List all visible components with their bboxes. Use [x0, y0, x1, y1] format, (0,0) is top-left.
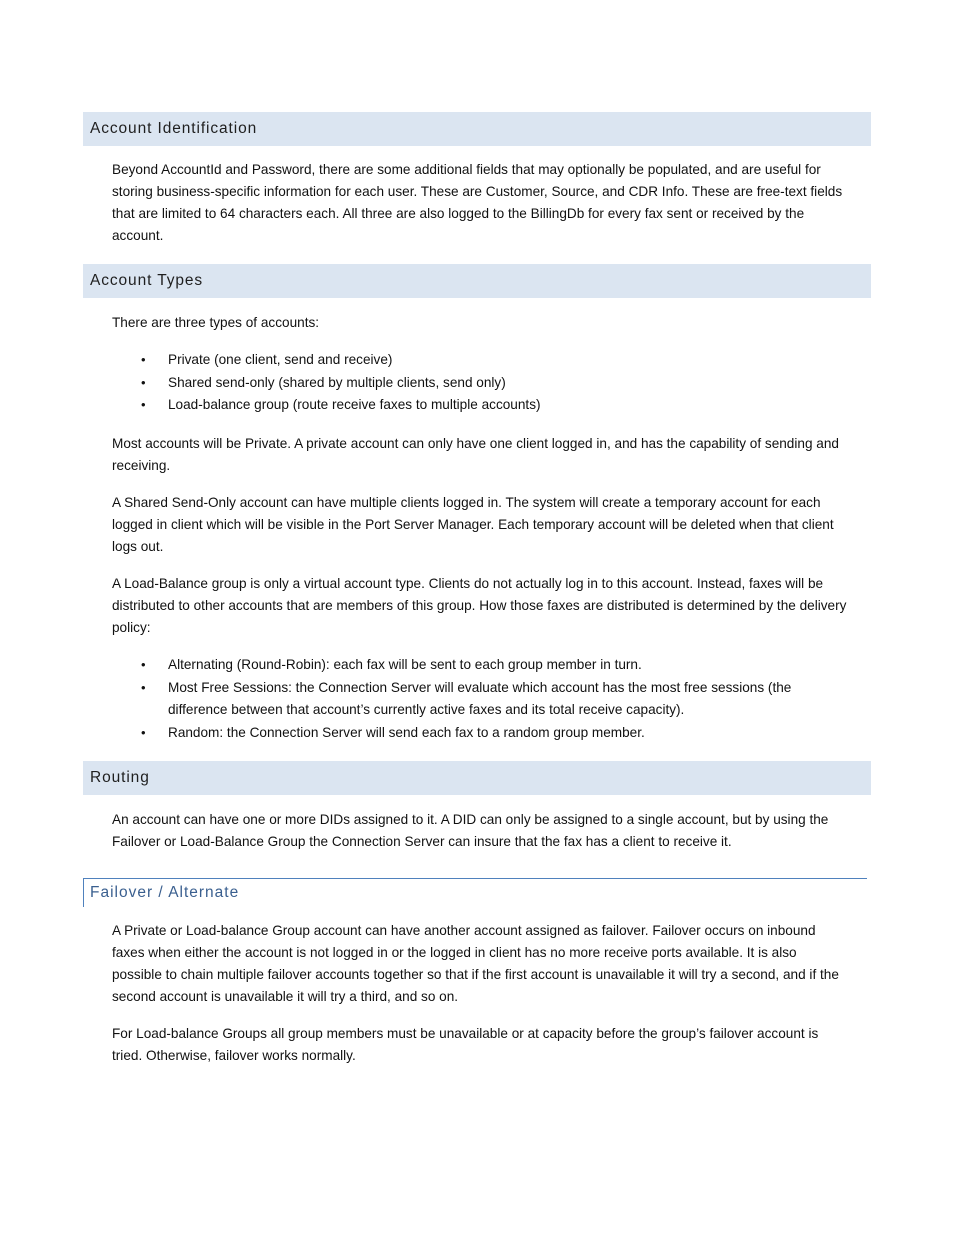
list-item: • Private (one client, send and receive) — [112, 349, 847, 372]
account-types-intro: There are three types of accounts: — [112, 315, 320, 330]
account-types-list — [112, 349, 847, 417]
bullet-icon: • — [141, 724, 146, 740]
list-item: • Most Free Sessions: the Connection Server will evaluate which account has the most free sessions (the difference between that account’s currently active faxes and its total receive capacity). — [112, 677, 847, 722]
shared-send-only-paragraph: A Shared Send-Only account can have multiple clients logged in. The system will create a temporary account for each logged in client which will be visible in the Port Server Manager. Each temporary account will be deleted when that client logs out. — [112, 495, 834, 554]
delivery-policy-list — [112, 654, 847, 744]
bullet-icon: • — [141, 657, 146, 672]
bullet-icon: • — [141, 397, 146, 412]
list-item: • Load-balance group (route receive faxes to multiple accounts) — [112, 394, 847, 417]
bullet-icon: • — [141, 352, 146, 367]
heading-routing: Routing — [83, 761, 871, 795]
heading-account-identification: Account Identification — [83, 112, 871, 146]
routing-paragraph: An account can have one or more DIDs assigned to it. A DID can only be assigned to a single account, but by using the Failover or Load-Balance Group the Connection Server can insure that the fax has a client to receive it. — [112, 812, 829, 849]
private-account-paragraph: Most accounts will be Private. A private account can only have one client logged in, and has the capability of sending and receiving. — [112, 436, 839, 473]
bullet-icon: • — [141, 679, 146, 695]
list-item: • Shared send-only (shared by multiple clients, send only) — [112, 372, 847, 395]
list-item: • Random: the Connection Server will send each fax to a random group member. — [112, 722, 847, 745]
list-item: • Alternating (Round-Robin): each fax will be sent to each group member in turn. — [112, 654, 847, 677]
load-balance-paragraph: A Load-Balance group is only a virtual account type. Clients do not actually log in to this account. Instead, faxes will be distributed to other accounts that are members of this group. How those faxes are distributed is determined by the delivery policy: — [112, 576, 847, 635]
heading-account-types: Account Types — [83, 264, 871, 298]
failover-paragraph-1: A Private or Load-balance Group account can have another account assigned as failover. Failover occurs on inbound faxes when either the account is not logged in or the logged in client has no more receive ports available. It is also possible to chain multiple failover accounts together so that if the first account is unavailable it will try a second, and if the second account is unavailable it will try a third, and so on. — [112, 923, 839, 1004]
failover-paragraph-2: For Load-balance Groups all group members must be unavailable or at capacity before the group’s failover account is tried. Otherwise, failover works normally. — [112, 1026, 819, 1063]
bullet-icon: • — [141, 374, 146, 390]
subheading-failover-alternate: Failover / Alternate — [83, 878, 867, 907]
account-identification-paragraph: Beyond AccountId and Password, there are some additional fields that may optionally be populated, and are useful for storing business-specific information for each user. These are Customer, Source, and CDR Info. These are free-text fields that are limited to 64 characters each. All three are also logged to the BillingDb for every fax sent or received by the account. — [112, 162, 843, 243]
